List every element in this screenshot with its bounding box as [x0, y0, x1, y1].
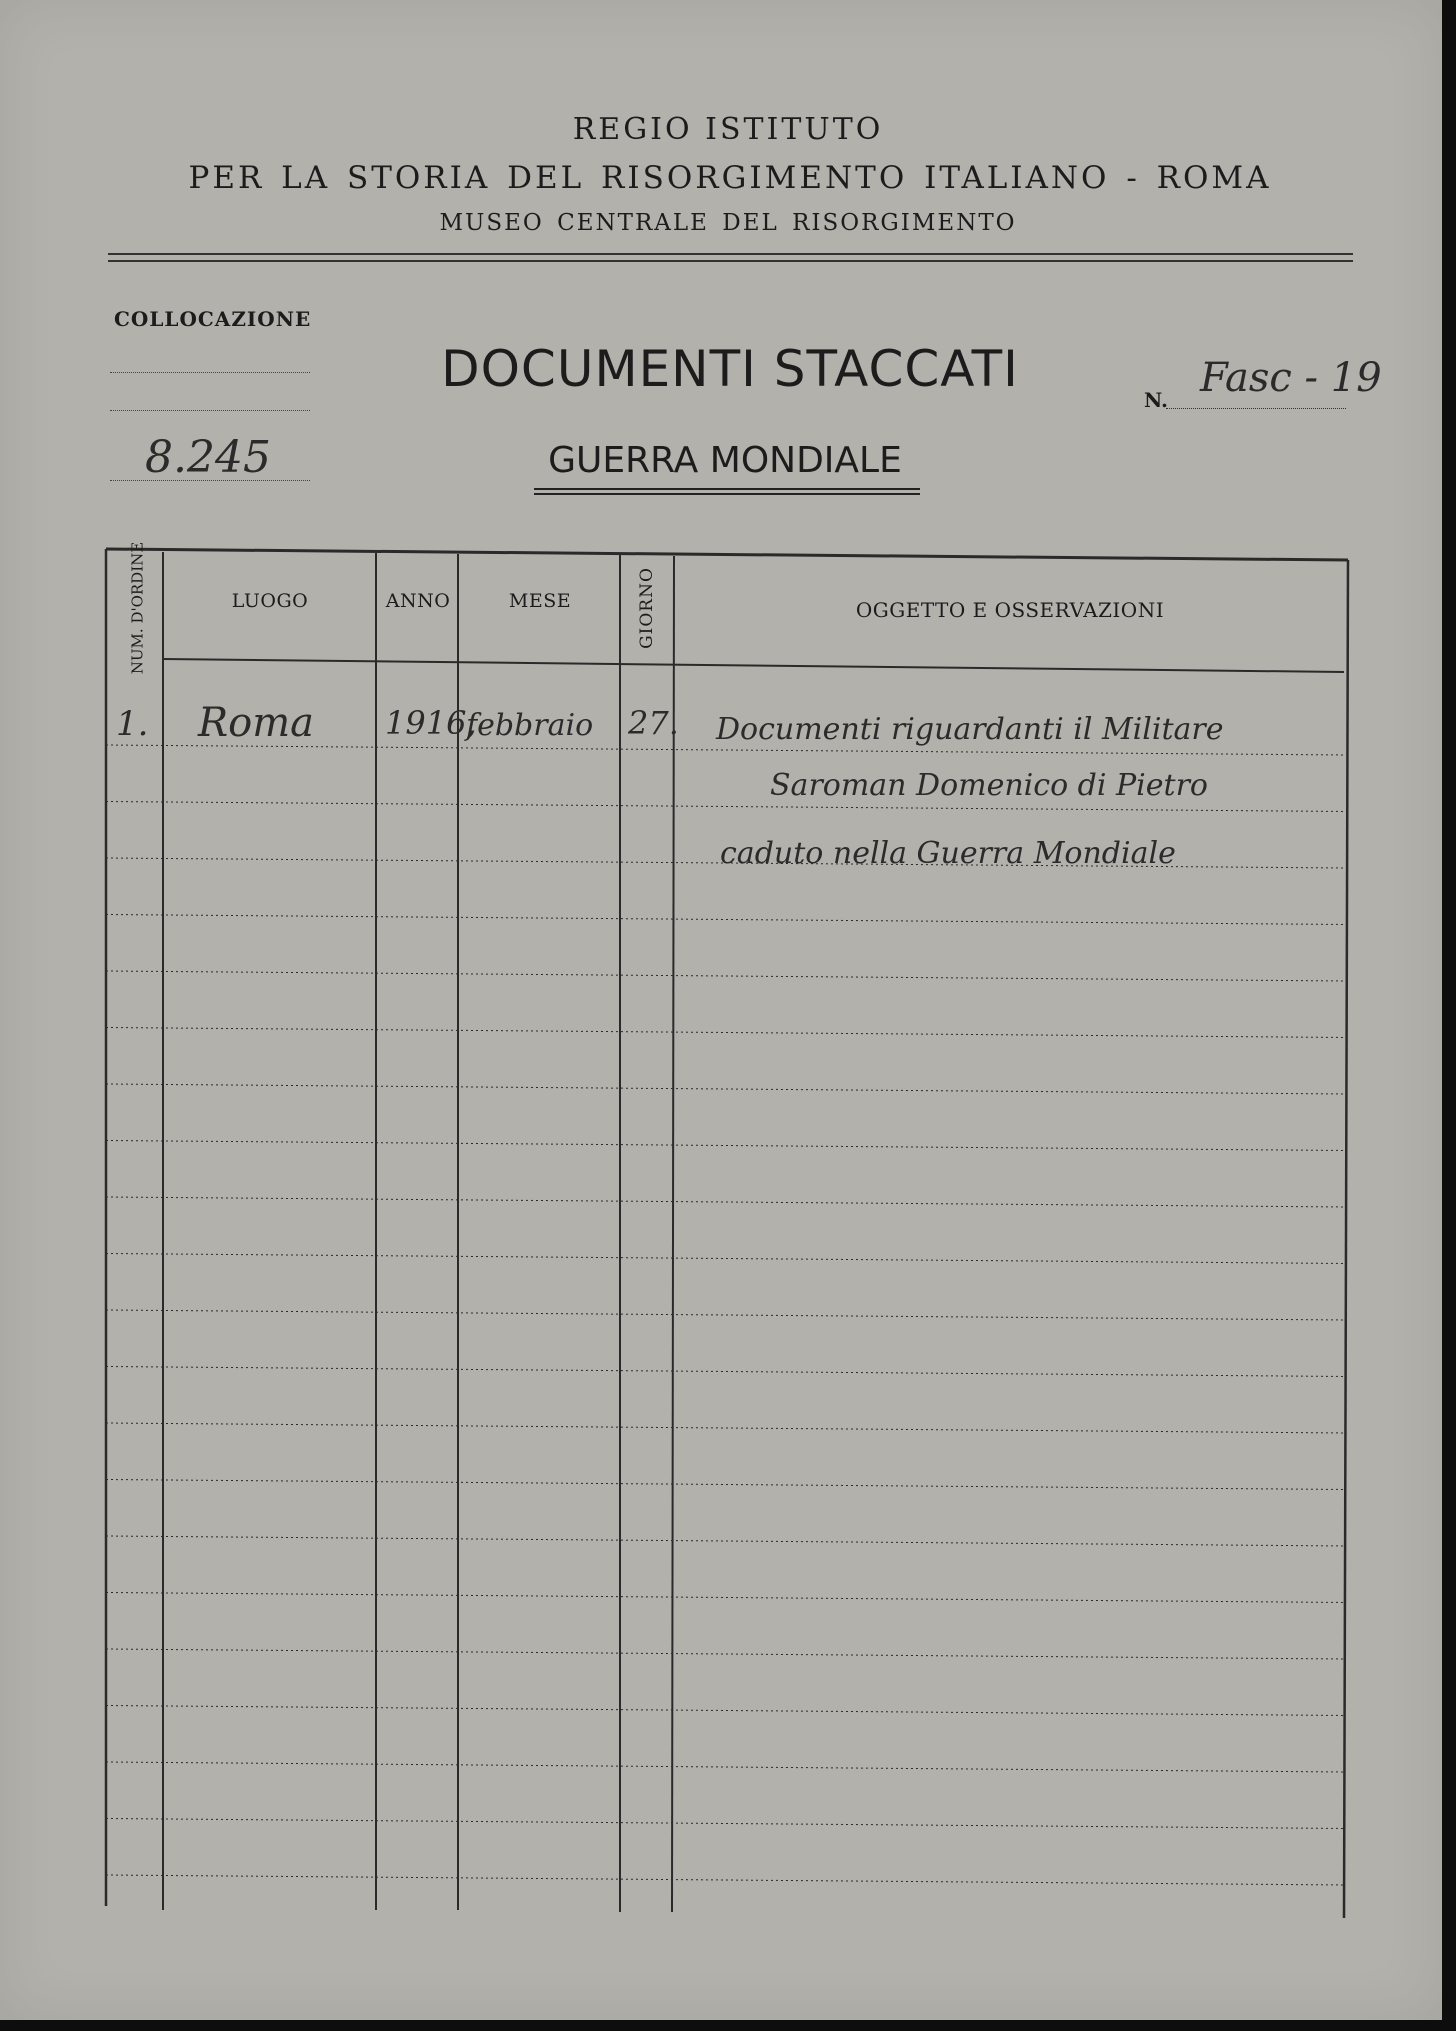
page-subtitle: GUERRA MONDIALE	[548, 440, 902, 481]
ruled-line	[106, 971, 1346, 981]
header-num-ordine	[113, 541, 163, 675]
ruled-line	[106, 1423, 1346, 1433]
header-giorno	[620, 558, 674, 658]
row-oggetto-line-1: Documenti riguardanti il Militare	[716, 712, 1224, 747]
collocazione-label: COLLOCAZIONE	[114, 307, 312, 331]
header-giorno-label: GIORNO	[637, 567, 657, 649]
header-line-3: MUSEO CENTRALE DEL RISORGIMENTO	[439, 210, 1017, 236]
ruled-line	[106, 1028, 1346, 1038]
header-num-ordine-label: NUM. D'ORDINE	[128, 541, 147, 675]
header-line-1: REGIO ISTITUTO	[572, 112, 884, 147]
ruled-line	[106, 802, 1346, 812]
row-oggetto-line-3: caduto nella Guerra Mondiale	[720, 836, 1176, 871]
numero-value: Fasc - 19	[1200, 355, 1382, 401]
ruled-line	[106, 1875, 1346, 1885]
row-luogo: Roma	[198, 700, 314, 746]
ruled-line	[106, 1141, 1346, 1151]
ruled-line	[106, 1649, 1346, 1659]
ruled-line	[106, 1762, 1346, 1772]
ruled-line	[106, 915, 1346, 925]
header-mese: MESE	[508, 590, 572, 612]
ruled-line	[106, 1593, 1346, 1603]
row-num: 1.	[116, 704, 149, 744]
ruled-line	[106, 1310, 1346, 1320]
row-mese: febbraio	[466, 708, 594, 743]
ruled-line	[106, 1254, 1346, 1264]
ruled-line	[106, 1536, 1346, 1546]
ruled-line	[106, 1197, 1346, 1207]
ruled-line	[106, 1819, 1346, 1829]
header-oggetto: OGGETTO E OSSERVAZIONI	[855, 598, 1165, 622]
collocazione-value: 8.245	[145, 432, 271, 483]
header-line-2: PER LA STORIA DEL RISORGIMENTO ITALIANO - ROMA	[188, 160, 1272, 196]
ruled-line	[106, 1084, 1346, 1094]
ruled-line	[106, 1480, 1346, 1490]
numero-label: N.	[1144, 388, 1168, 412]
ruled-lines	[106, 745, 1346, 1885]
header-anno: ANNO	[385, 590, 451, 612]
row-giorno: 27.	[628, 704, 679, 742]
row-anno: 1916,	[385, 704, 477, 742]
ruled-line	[106, 1367, 1346, 1377]
row-oggetto-line-2: Saroman Domenico di Pietro	[770, 768, 1208, 803]
ruled-line	[106, 1706, 1346, 1716]
header-luogo: LUOGO	[231, 590, 309, 612]
page-title: DOCUMENTI STACCATI	[441, 340, 1019, 398]
